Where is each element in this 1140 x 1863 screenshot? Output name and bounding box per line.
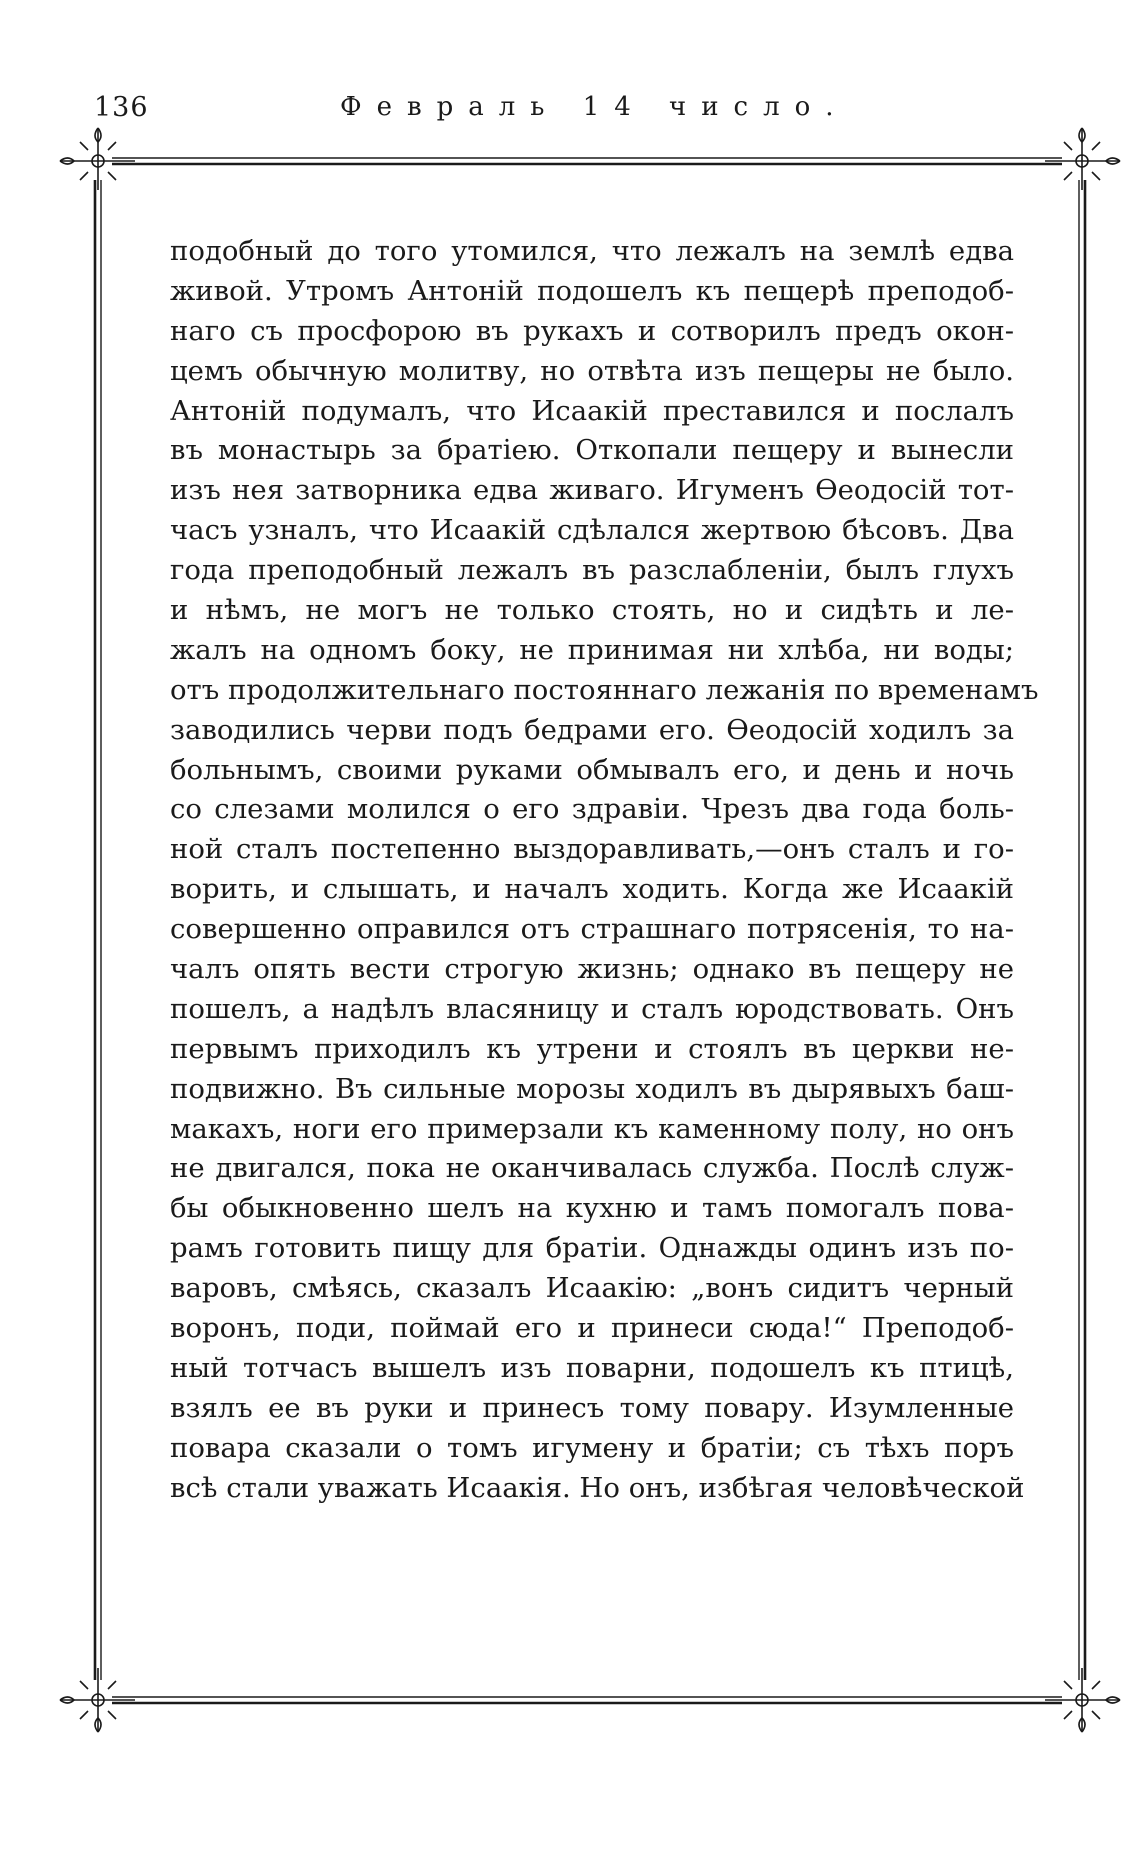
text-line: повара сказали о томъ игумену и братіи; съ тѣхъ поръ (170, 1431, 1014, 1464)
text-line: отъ продолжительнаго постояннаго лежанія по временамъ (170, 673, 1039, 706)
text-line: года преподобный лежалъ въ разслабленіи, былъ глухъ (170, 554, 1014, 587)
text-line: живой. Утромъ Антоній подошелъ къ пещерѣ преподоб- (170, 274, 1014, 307)
text-line: взялъ ее въ руки и принесъ тому повару. Изумленные (170, 1391, 1014, 1424)
text-line: со слезами молился о его здравіи. Чрезъ два года боль- (170, 793, 1014, 826)
text-line: чалъ опять вести строгую жизнь; однако въ пещеру не (170, 953, 1014, 986)
text-line: ной сталъ постепенно выздоравливать,—онъ сталъ и го- (170, 833, 1014, 866)
text-line: жалъ на одномъ боку, не принимая ни хлѣба, ни воды; (170, 633, 1014, 666)
text-line: рамъ готовить пищу для братіи. Однажды одинъ изъ по- (170, 1232, 1014, 1265)
corner-ornament-top-left (60, 128, 135, 190)
text-line: всѣ стали уважать Исаакія. Но онъ, избѣгая человѣческой (170, 1471, 1025, 1504)
text-line: больнымъ, своими руками обмывалъ его, и день и ночь (170, 753, 1014, 786)
text-line: въ монастырь за братіею. Откопали пещеру и вынесли (170, 434, 1014, 467)
text-line: подобный до того утомился, что лежалъ на землѣ едва (170, 235, 1014, 267)
body-text (170, 232, 1039, 1509)
text-line: часъ узналъ, что Исаакій сдѣлался жертвою бѣсовъ. Два (170, 514, 1014, 547)
text-line: воронъ, поди, поймай его и принеси сюда!“ Преподоб- (170, 1312, 1014, 1345)
text-line: наго съ просфорою въ рукахъ и сотворилъ предъ окон- (170, 314, 1014, 347)
corner-ornament-bottom-left (60, 1668, 135, 1732)
text-line: Антоній подумалъ, что Исаакій преставился и послалъ (170, 394, 1014, 427)
text-line: цемъ обычную молитву, но отвѣта изъ пещеры не было. (170, 354, 1014, 387)
text-line: первымъ приходилъ къ утрени и стоялъ въ церкви не- (170, 1032, 1014, 1065)
text-line: макахъ, ноги его примерзали къ каменному полу, но онъ (170, 1112, 1014, 1145)
corner-ornament-bottom-right (1045, 1668, 1120, 1732)
text-line: пошелъ, а надѣлъ власяницу и сталъ юродствовать. Онъ (170, 992, 1014, 1025)
text-line: ворить, и слышать, и началъ ходить. Когда же Исаакій (170, 873, 1014, 906)
text-line: бы обыкновенно шелъ на кухню и тамъ помогалъ пова- (170, 1192, 1014, 1225)
running-title: Февраль 14 число. (340, 92, 849, 122)
text-line: ный тотчасъ вышелъ изъ поварни, подошелъ къ птицѣ, (170, 1351, 1014, 1384)
text-line: изъ нея затворника едва живаго. Игуменъ Ѳеодосій тот- (170, 474, 1014, 507)
text-line: варовъ, смѣясь, сказалъ Исаакію: „вонъ сидитъ черный (170, 1272, 1014, 1305)
text-line: и нѣмъ, не могъ не только стоять, но и сидѣть и ле- (170, 594, 1014, 627)
corner-ornament-top-right (1045, 128, 1120, 190)
text-line: заводились черви подъ бедрами его. Ѳеодосій ходилъ за (170, 713, 1014, 746)
text-line: подвижно. Въ сильные морозы ходилъ въ дырявыхъ баш- (170, 1072, 1014, 1105)
page-number: 136 (94, 92, 149, 123)
text-line: не двигался, пока не оканчивалась служба. Послѣ служ- (170, 1152, 1014, 1185)
text-line: совершенно оправился отъ страшнаго потрясенія, то на- (170, 913, 1014, 946)
